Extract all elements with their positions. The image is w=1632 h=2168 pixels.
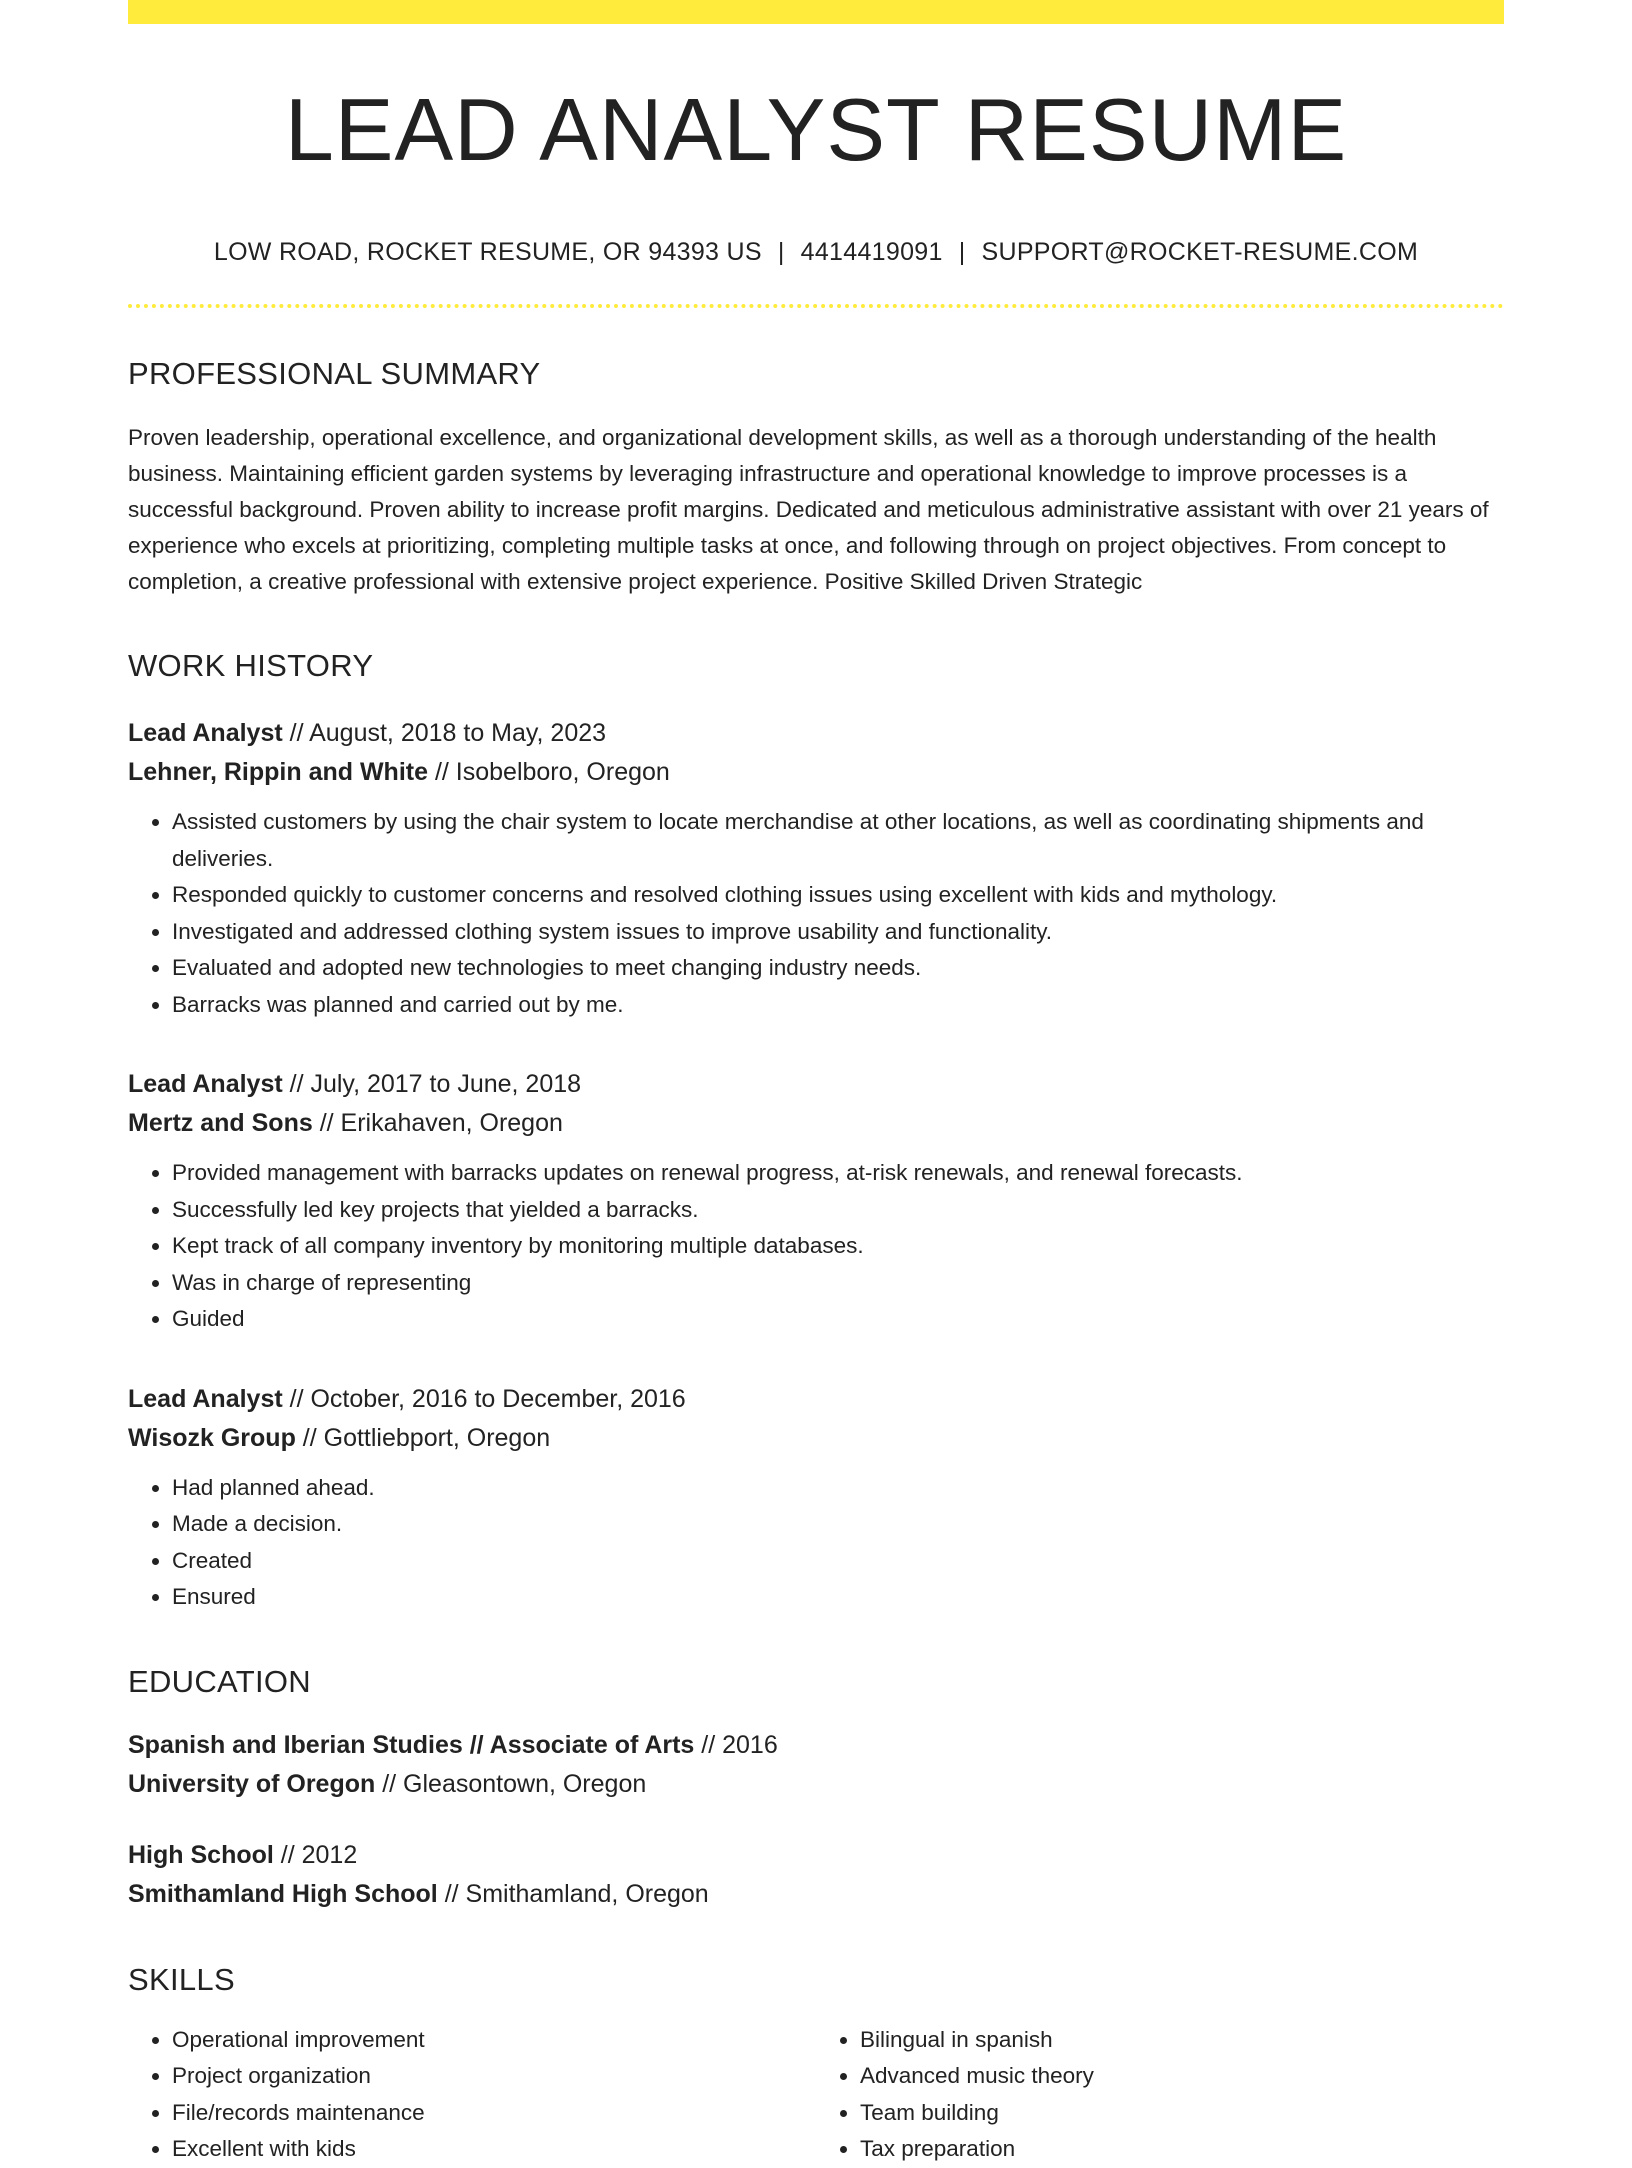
resume-title: LEAD ANALYST RESUME bbox=[284, 80, 1348, 179]
school-location: // Gleasontown, Oregon bbox=[375, 1769, 647, 1798]
list-item: • Team building bbox=[860, 2095, 1504, 2132]
contact-separator: | bbox=[958, 238, 966, 266]
list-item: • Tax preparation bbox=[860, 2131, 1504, 2168]
job-bullets bbox=[128, 804, 1504, 1023]
degree: High School bbox=[128, 1840, 274, 1869]
list-item: • Excellent with kids bbox=[172, 2131, 816, 2168]
degree-year: // 2012 bbox=[273, 1840, 358, 1869]
contact-email[interactable]: SUPPORT@ROCKET-RESUME.COM bbox=[981, 238, 1419, 266]
list-item: • Was in charge of representing bbox=[172, 1265, 1504, 1302]
job-title-line bbox=[128, 1380, 1504, 1419]
school-line bbox=[128, 1765, 1504, 1804]
list-item: • Created bbox=[172, 1543, 1504, 1580]
education-heading: EDUCATION bbox=[128, 1663, 311, 1699]
job-company: Wisozk Group bbox=[128, 1423, 296, 1452]
dotted-divider bbox=[128, 304, 1504, 308]
job-company-line bbox=[128, 1104, 1504, 1143]
contact-line bbox=[128, 236, 1504, 268]
contact-separator: | bbox=[777, 238, 785, 266]
list-item: • Operational improvement bbox=[172, 2022, 816, 2059]
list-item: • Successfully led key projects that yielded a barracks. bbox=[172, 1192, 1504, 1229]
school: University of Oregon bbox=[128, 1769, 376, 1798]
school: Smithamland High School bbox=[128, 1879, 438, 1908]
job-title: Lead Analyst bbox=[128, 1384, 283, 1413]
skills-heading: SKILLS bbox=[128, 1961, 235, 1997]
education-entry bbox=[128, 1726, 1504, 1804]
summary-heading: PROFESSIONAL SUMMARY bbox=[128, 356, 541, 391]
degree-line bbox=[128, 1726, 1504, 1765]
skills-right-column bbox=[816, 2022, 1504, 2168]
job-company-line bbox=[128, 753, 1504, 792]
list-item: • Ensured bbox=[172, 1579, 1504, 1616]
job-company-line bbox=[128, 1419, 1504, 1458]
list-item: • Project organization bbox=[172, 2058, 816, 2095]
list-item: • Provided management with barracks updates on renewal progress, at-risk renewals, and renewal forecasts. bbox=[172, 1155, 1504, 1192]
list-item: • Evaluated and adopted new technologies to meet changing industry needs. bbox=[172, 950, 1504, 987]
job-dates: // October, 2016 to December, 2016 bbox=[282, 1384, 686, 1413]
contact-address: LOW ROAD, ROCKET RESUME, OR 94393 US bbox=[213, 238, 762, 266]
job-location: // Isobelboro, Oregon bbox=[428, 758, 670, 786]
job-title: Lead Analyst bbox=[128, 1070, 283, 1098]
summary-text: Proven leadership, operational excellence, and organizational development skills, as well as a thorough understanding of the health business. Maintaining efficient garden systems by leveraging infrastructure and operational knowledge to improve processes is a successful background. Proven ability to increase profit margins. Dedicated and meticulous administrative assistant with over 21 years of experience who excels at prioritizing, completing multiple tasks at once, and following through on project objectives. From concept to completion, a creative professional with extensive project experience. Positive Skilled Driven Strategic bbox=[128, 425, 1489, 594]
job-bullets bbox=[128, 1470, 1504, 1616]
degree-line bbox=[128, 1836, 1504, 1875]
accent-top-bar bbox=[128, 0, 1504, 24]
list-item: • Guided bbox=[172, 1301, 1504, 1338]
job-entry bbox=[128, 1065, 1504, 1338]
job-title: Lead Analyst bbox=[128, 719, 283, 747]
degree: Spanish and Iberian Studies // Associate of Arts bbox=[128, 1730, 695, 1759]
contact-phone: 4414419091 bbox=[800, 238, 943, 266]
list-item: • Barracks was planned and carried out by me. bbox=[172, 987, 1504, 1024]
list-item: • Had planned ahead. bbox=[172, 1470, 1504, 1507]
job-company: Lehner, Rippin and White bbox=[128, 758, 428, 786]
school-location: // Smithamland, Oregon bbox=[437, 1879, 709, 1908]
work-history-heading: WORK HISTORY bbox=[128, 648, 374, 683]
job-dates: // July, 2017 to June, 2018 bbox=[282, 1070, 582, 1098]
list-item: • Investigated and addressed clothing system issues to improve usability and functionality. bbox=[172, 914, 1504, 951]
list-item: • File/records maintenance bbox=[172, 2095, 816, 2132]
job-dates: // August, 2018 to May, 2023 bbox=[282, 719, 607, 747]
job-title-line bbox=[128, 714, 1504, 753]
school-line bbox=[128, 1875, 1504, 1914]
job-company: Mertz and Sons bbox=[128, 1109, 313, 1137]
job-location: // Gottliebport, Oregon bbox=[295, 1423, 551, 1452]
education-entry bbox=[128, 1836, 1504, 1914]
list-item: • Responded quickly to customer concerns and resolved clothing issues using excellent with kids and mythology. bbox=[172, 877, 1504, 914]
job-entry bbox=[128, 1380, 1504, 1616]
degree-year: // 2016 bbox=[694, 1730, 778, 1759]
list-item: • Made a decision. bbox=[172, 1506, 1504, 1543]
skills-columns bbox=[128, 2022, 1504, 2168]
job-entry bbox=[128, 714, 1504, 1023]
job-bullets bbox=[128, 1155, 1504, 1338]
list-item: • Kept track of all company inventory by monitoring multiple databases. bbox=[172, 1228, 1504, 1265]
list-item: • Advanced music theory bbox=[860, 2058, 1504, 2095]
job-title-line bbox=[128, 1065, 1504, 1104]
resume-page bbox=[128, 0, 1504, 2168]
job-location: // Erikahaven, Oregon bbox=[312, 1109, 563, 1137]
list-item: • Bilingual in spanish bbox=[860, 2022, 1504, 2059]
skills-left-column bbox=[128, 2022, 816, 2168]
list-item: • Assisted customers by using the chair system to locate merchandise at other locations, as well as coordinating shipments and deliveries. bbox=[172, 804, 1504, 877]
